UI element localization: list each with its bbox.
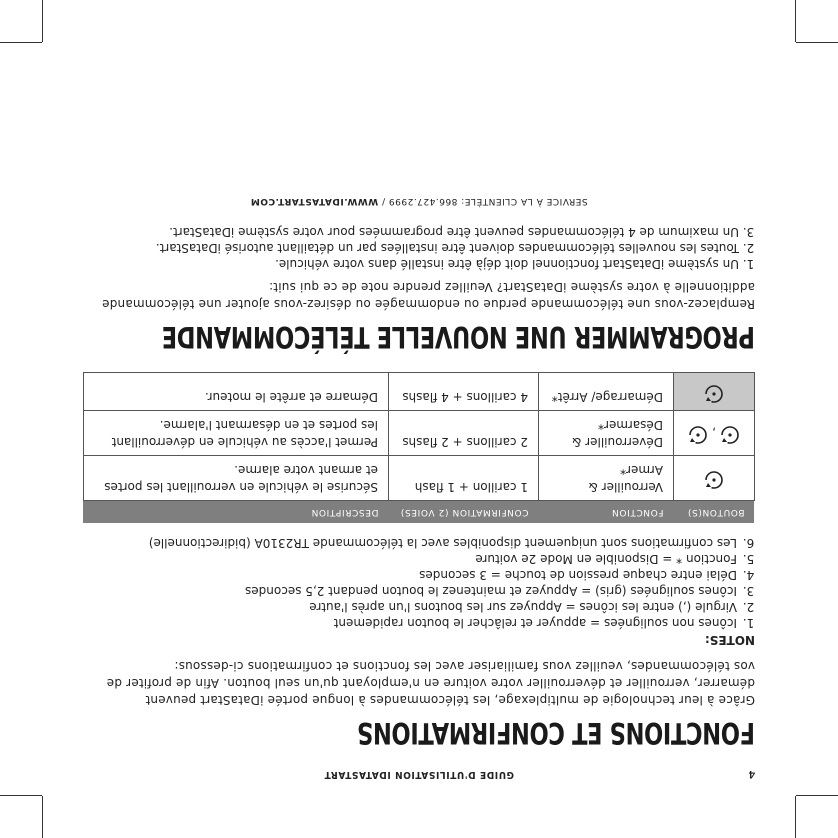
description-cell: Démarre et arrête le moteur. [84,373,389,411]
crop-mark [0,795,42,796]
section-title-functions: FONCTIONS ET CONFIRMATIONS [357,716,755,750]
function-cell: Verrouiller & Armer* [539,456,674,501]
lock-arrow-icon [703,465,725,492]
page-content [83,196,755,750]
crop-mark [796,42,838,43]
functions-intro: Grâce à leur technologie de multiplexage, les télécommandes à longue portée iDataStart peuvent démarrer, verrouiller et déverrouiller votre voiture en n'employant qu'un seul bouton. Afin de profiter de vos télécommandes, veuillez vous familiariser avec les fonctions et confirmations ci-dessous: [106,659,755,707]
button-cell-held [674,373,755,411]
lock-arrow-icon [687,420,709,447]
crop-mark [42,796,43,838]
button-cell [674,456,755,501]
icon-separator: , [712,426,716,441]
page-header [83,760,755,780]
note-item: 1. Icônes non soulignées = appuyer et relâcher le bouton rapidement [83,615,739,631]
function-cell: Déverrouiller & Désarmer* [539,411,674,456]
crop-mark [795,0,796,42]
lock-arrow-icon [719,420,741,447]
crop-mark [0,42,42,43]
column-header-confirmation: CONFIRMATION (2 VOIES) [389,501,539,524]
note-item: 5. Fonction * = Disponible en Mode 2e voiture [83,551,739,567]
note-item: 4. Délai entre chaque pression de touche = 3 secondes [83,567,739,583]
service-label: SERVICE À LA CLIENTÈLE: 866.427.2999 / [378,196,588,206]
column-header-description: DESCRIPTION [84,501,389,524]
step-item: 3. Un maximum de 4 télécommandes peuvent être programmées pour votre système iDataStart. [83,224,739,240]
programming-steps [83,224,755,272]
crop-mark [796,795,838,796]
confirmation-cell: 4 carillons + 4 flashs [389,373,539,411]
note-item: 2. Virgule (,) entre les icônes = Appuyez sur les boutons l'un après l'autre [83,599,739,615]
page-number: 4 [748,768,755,780]
page-footer [83,196,755,206]
table-row [84,456,755,501]
section-title-programming: PROGRAMMER UNE NOUVELLE TÉLÉCOMMANDE [162,320,755,354]
step-item: 1. Un système iDataStart fonctionnel doit déjà être installé dans votre véhicule. [83,256,739,272]
crop-mark [795,796,796,838]
notes-list [83,535,755,631]
website-link[interactable]: WWW.IDATASTART.COM [250,196,379,206]
column-header-function: FONCTION [539,501,674,524]
confirmation-cell: 2 carillons + 2 flashs [389,411,539,456]
guide-title: GUIDE D'UTILISATION IDATASTART [323,769,515,780]
table-row [84,373,755,411]
table-header-row [84,501,755,524]
confirmation-cell: 1 carillon + 1 flash [389,456,539,501]
notes-title: NOTES: [704,633,755,647]
lock-arrow-icon [703,378,725,405]
programming-intro: Remplacez-vous une télécommande perdue ou endommagée ou désirez-vous ajouter une télécommande additionnelle à votre système iDataStart? Veuillez prendre note de ce qui suit: [101,280,755,311]
step-item: 2. Toutes les nouvelles télécommandes doivent être installées par un détaillant autorisé iDataStart. [83,240,739,256]
description-cell: Sécurise le véhicule en verrouillant les portes et armant votre alarme. [84,456,389,501]
note-item: 3. Icônes soulignées (gris) = Appuyez et maintenez le bouton pendant 2,5 secondes [83,583,739,599]
table-row [84,411,755,456]
crop-mark [42,0,43,42]
button-cell [674,411,755,456]
column-header-buttons: BOUTON(S) [674,501,755,524]
description-cell: Permet l'accès au véhicule en déverrouillant les portes et en désarmant l'alarme. [84,411,389,456]
note-item: 6. Les confirmations sont uniquement disponibles avec la télécommande TR2310A (bidirectionnelle) [83,535,739,551]
function-cell: Démarrage/ Arrêt* [539,373,674,411]
functions-table [83,372,755,523]
